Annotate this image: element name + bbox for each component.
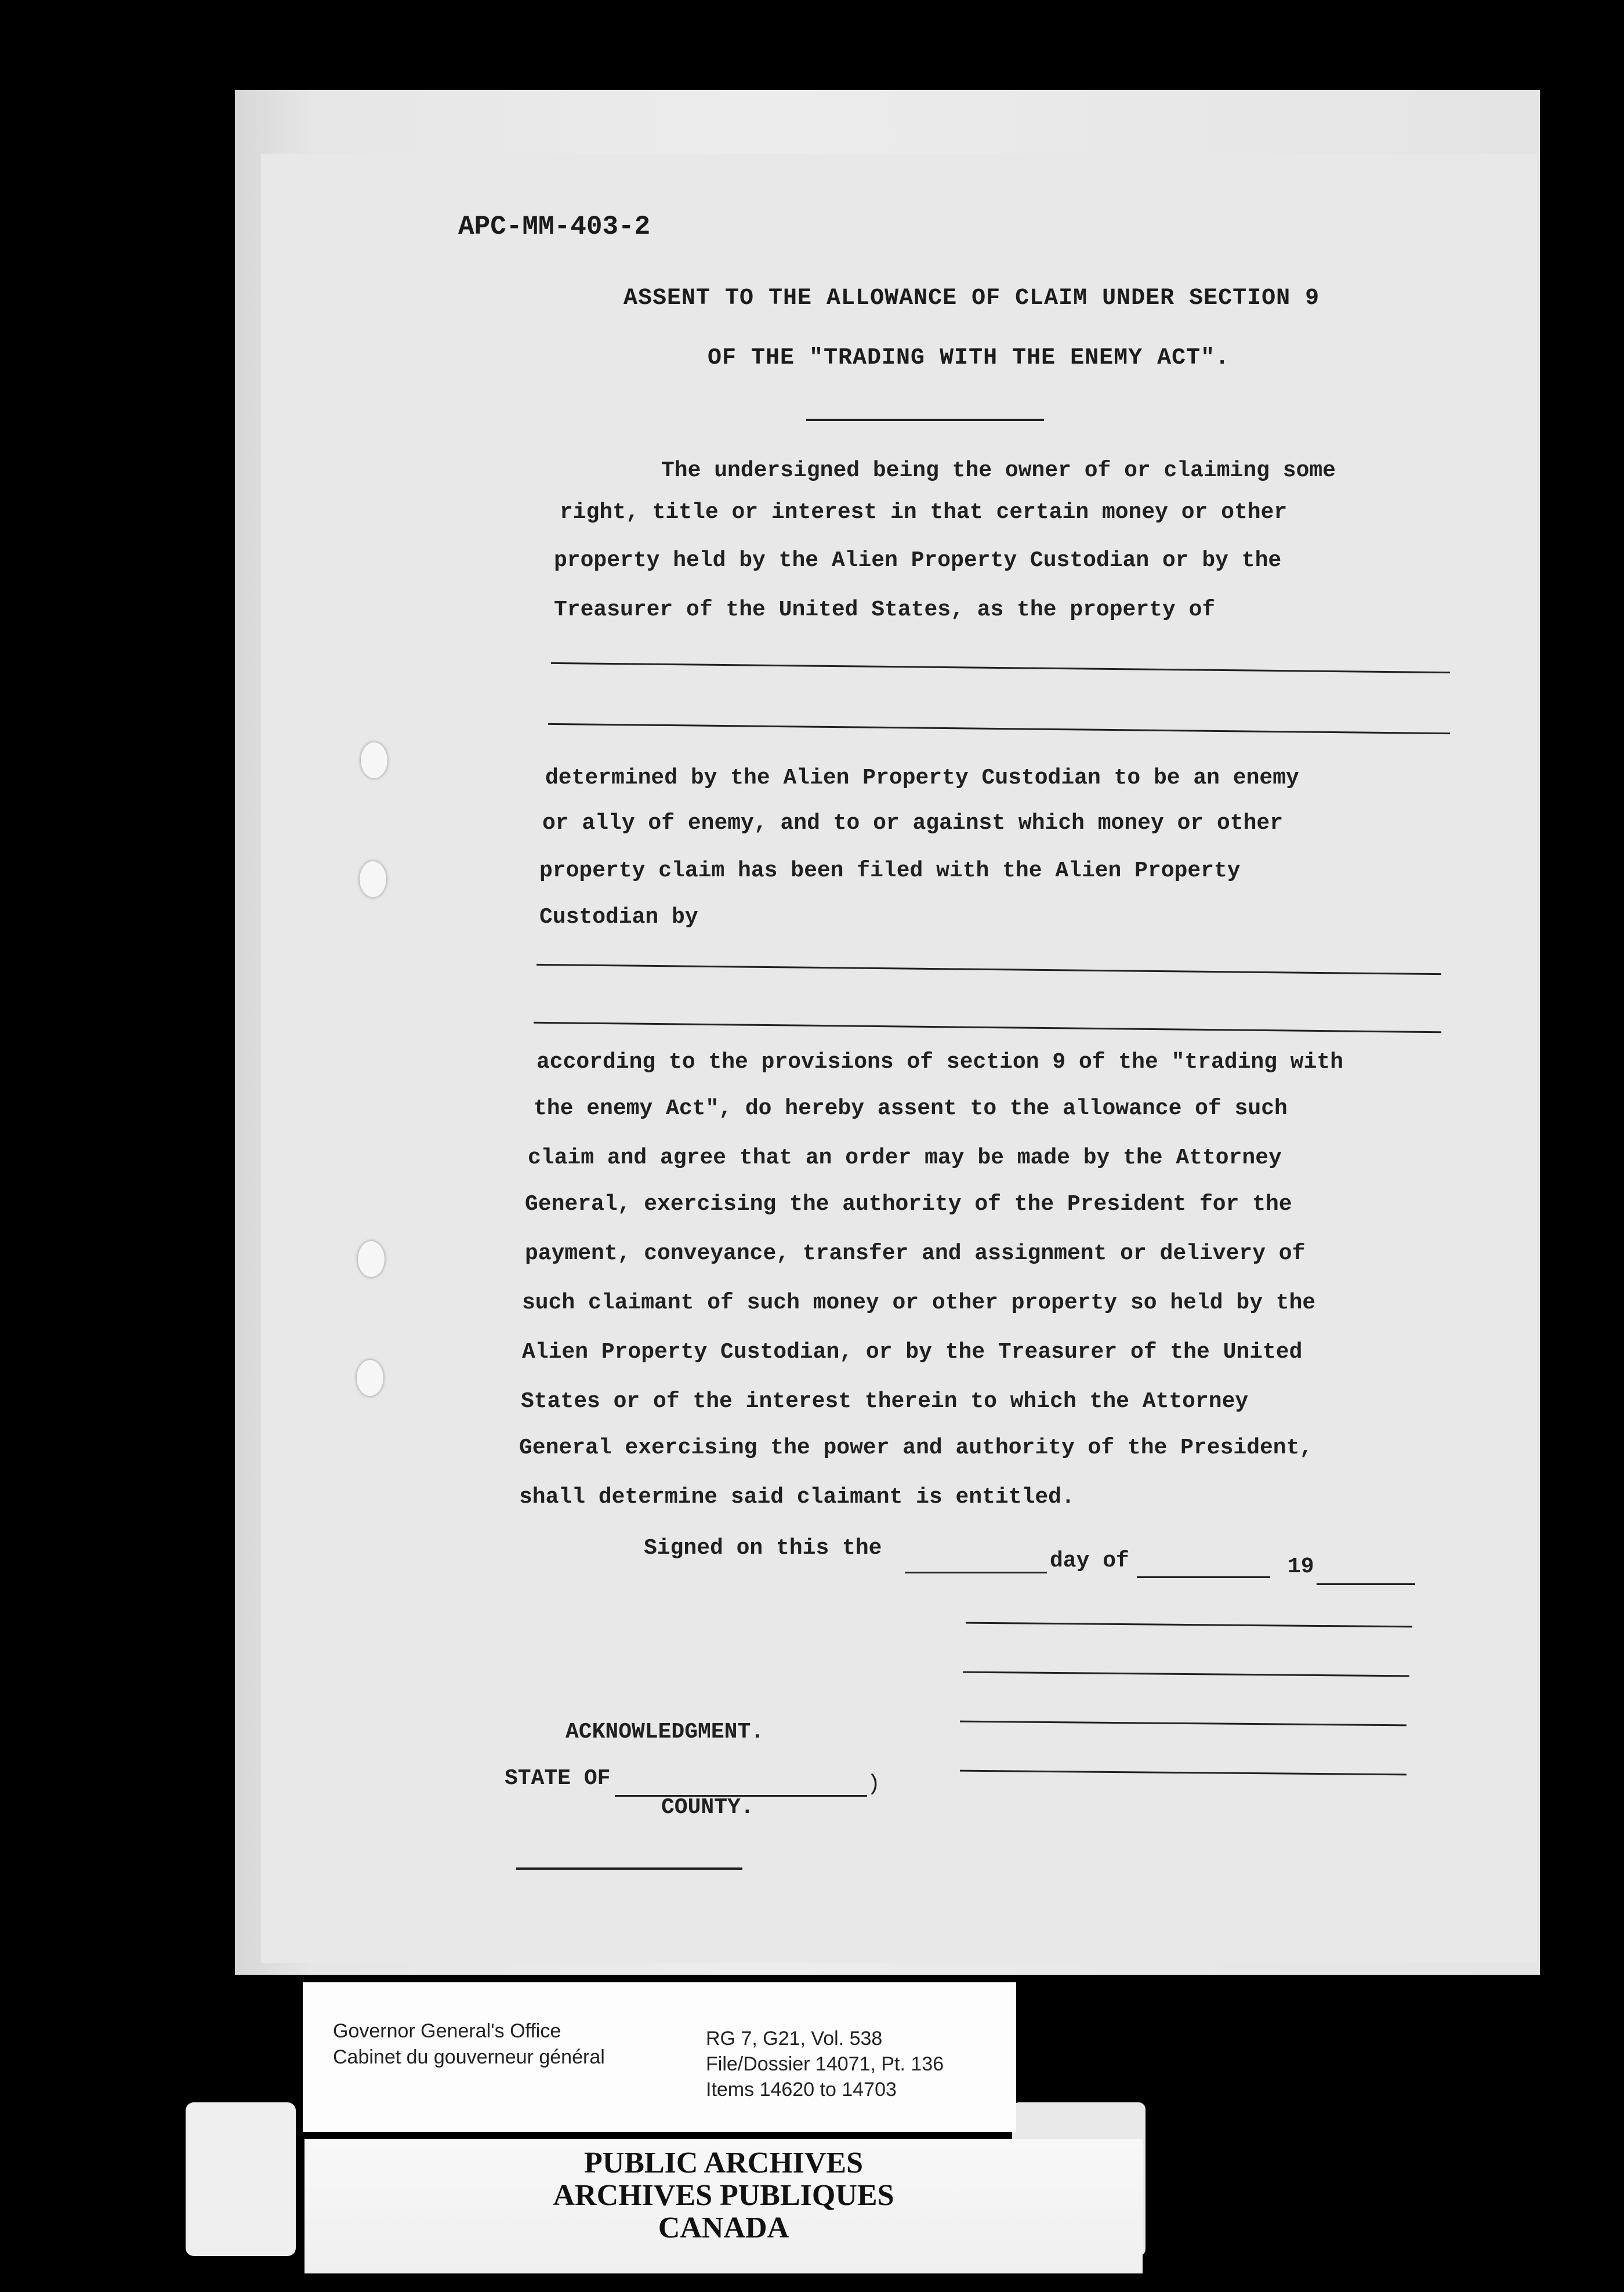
signed-prefix: Signed on this the [644,1536,882,1561]
document-reference-code: APC-MM-403-2 [458,212,651,242]
para1-line: Treasurer of the United States, as the property of [554,597,1216,622]
blank-line [905,1572,1047,1573]
signed-day: day of [1050,1548,1129,1573]
title-underline [806,419,1044,421]
para1-line: The undersigned being the owner of or claiming some [661,458,1336,483]
para3-line: States or of the interest therein to which the Attorney [521,1389,1249,1414]
binder-hole [361,742,387,778]
para2-line: determined by the Alien Property Custodian to be an enemy [545,766,1299,790]
state-of-label: STATE OF [505,1766,611,1791]
para3-line: General, exercising the authority of the President for the [525,1192,1292,1217]
folder-tab-left [186,2102,296,2256]
document-title-line-1: ASSENT TO THE ALLOWANCE OF CLAIM UNDER SECTION 9 [624,285,1320,311]
blank-line [1137,1576,1270,1578]
document-title-line-2: OF THE "TRADING WITH THE ENEMY ACT". [708,345,1230,371]
para1-line: right, title or interest in that certain money or other [560,500,1288,525]
blank-line [516,1867,742,1870]
binder-hole [357,1360,383,1396]
para3-line: General exercising the power and authority of the President, [519,1435,1313,1460]
archive-ref-line-2: File/Dossier 14071, Pt. 136 [706,2053,944,2075]
para3-line: Alien Property Custodian, or by the Treasurer of the United [522,1340,1303,1365]
county-label: COUNTY. [661,1795,754,1820]
stamp-line-1: PUBLIC ARCHIVES [583,2146,864,2179]
para1-line: property held by the Alien Property Custodian or by the [554,548,1282,573]
stamp-line-2: ARCHIVES PUBLIQUES [553,2179,894,2212]
archive-label-card [303,1982,1016,2132]
para3-line: claim and agree that an order may be made by the Attorney [528,1145,1282,1170]
para3-line: such claimant of such money or other property so held by the [522,1290,1316,1315]
para2-line: Custodian by [539,905,698,930]
para3-line: shall determine said claimant is entitled. [519,1485,1075,1510]
archive-ref-line-1: RG 7, G21, Vol. 538 [706,2028,883,2050]
acknowledgment-heading: ACKNOWLEDGMENT. [566,1720,764,1745]
stamp-line-3: CANADA [658,2211,789,2244]
para3-line: the enemy Act", do hereby assent to the allowance of such [534,1096,1288,1121]
bracket-mark: ) [867,1772,880,1797]
signed-year: 19 [1288,1554,1314,1579]
para2-line: property claim has been filed with the Alien Property [539,858,1241,883]
archive-stamp-banner [304,2139,1143,2273]
archive-ref-line-3: Items 14620 to 14703 [706,2079,897,2101]
binder-hole [358,1241,385,1277]
para3-line: payment, conveyance, transfer and assignment or delivery of [525,1241,1306,1266]
office-name-en: Governor General's Office [333,2020,561,2042]
para3-line: according to the provisions of section 9 of the "trading with [536,1050,1344,1075]
office-name-fr: Cabinet du gouverneur général [333,2046,605,2068]
blank-line [1317,1583,1415,1585]
binder-hole [360,861,386,897]
para2-line: or ally of enemy, and to or against which money or other [542,811,1284,836]
